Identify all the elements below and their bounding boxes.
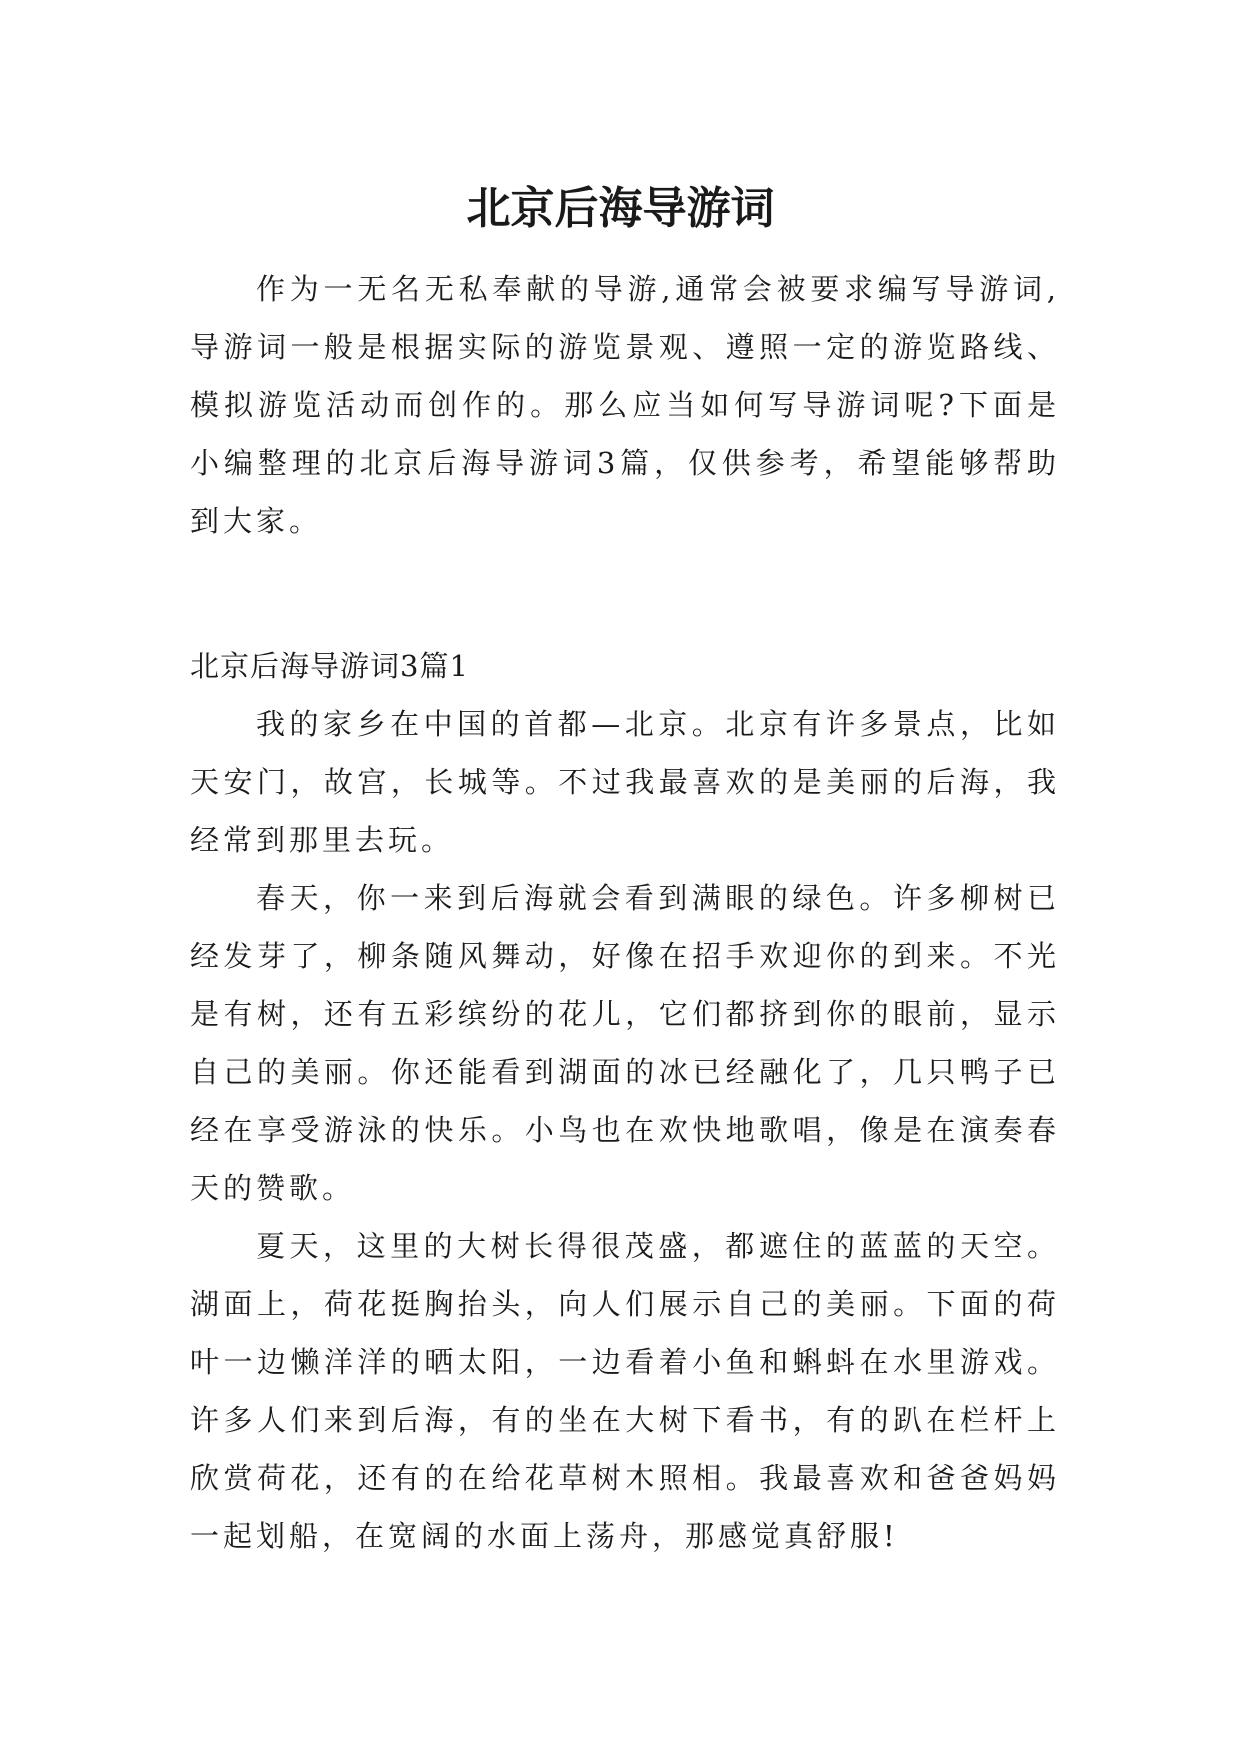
body-paragraph-2: 春天，你一来到后海就会看到满眼的绿色。许多柳树已经发芽了，柳条随风舞动，好像在招手欢迎你的到来。不光是有树，还有五彩缤纷的花儿，它们都挤到你的眼前，显示自己的美丽。你还能看到湖面的冰已经融化了，几只鸭子已经在享受游泳的快乐。小鸟也在欢快地歌唱，像是在演奏春天的赞歌。 [190,881,1060,1205]
intro-paragraph: 作为一无名无私奉献的导游,通常会被要求编写导游词,导游词一般是根据实际的游览景观、遵照一定的游览路线、模拟游览活动而创作的。那么应当如何写导游词呢?下面是小编整理的北京后海导游词3篇，仅供参考，希望能够帮助到大家。 [190,272,1060,538]
body-paragraph-3: 夏天，这里的大树长得很茂盛，都遮住的蓝蓝的天空。湖面上，荷花挺胸抬头，向人们展示自己的美丽。下面的荷叶一边懒洋洋的晒太阳，一边看着小鱼和蝌蚪在水里游戏。许多人们来到后海，有的坐在大树下看书，有的趴在栏杆上欣赏荷花，还有的在给花草树木照相。我最喜欢和爸爸妈妈一起划船，在宽阔的水面上荡舟，那感觉真舒服! [190,1229,1060,1553]
section-body [190,695,1060,1565]
section-heading: 北京后海导游词3篇1 [190,649,469,683]
intro-block [190,260,1060,550]
document-title: 北京后海导游词 [466,183,775,235]
body-paragraph-1: 我的家乡在中国的首都—北京。北京有许多景点，比如天安门，故宫，长城等。不过我最喜欢的是美丽的后海，我经常到那里去玩。 [190,707,1060,857]
